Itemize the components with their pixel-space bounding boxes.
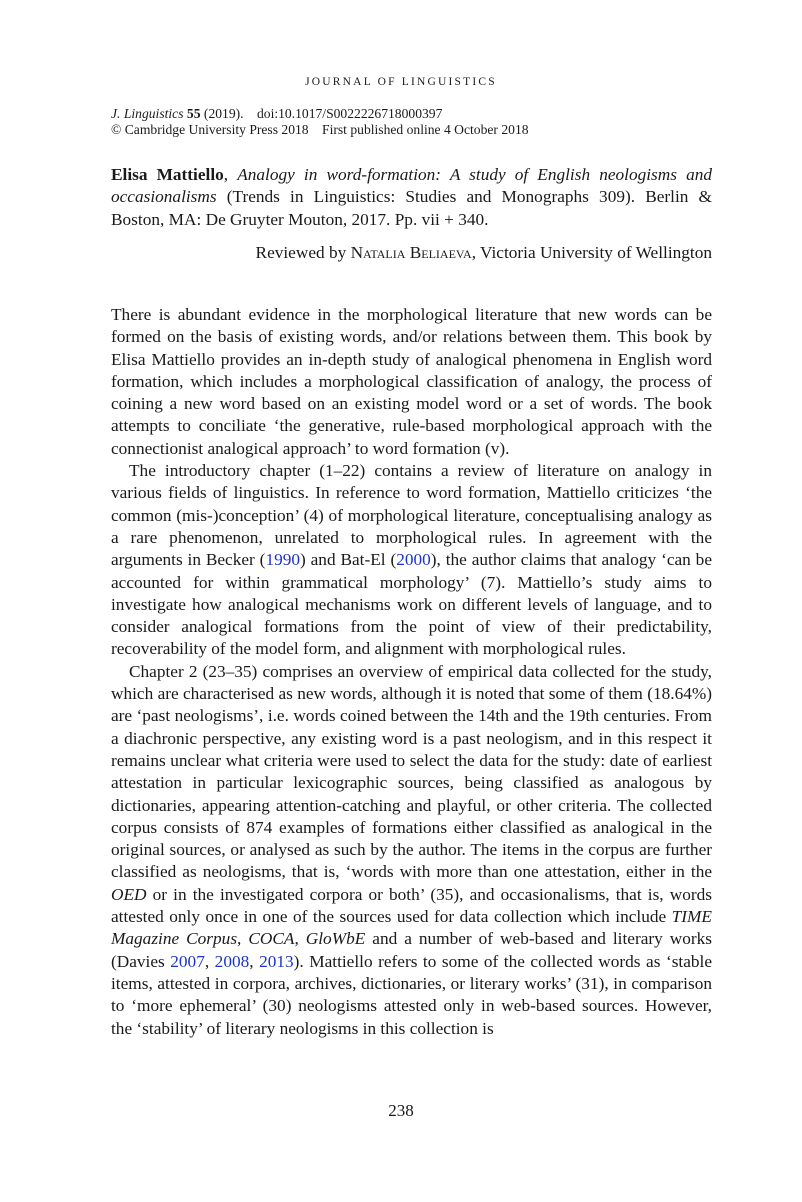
author-separator: , <box>223 165 229 184</box>
citation-link-davies-2007[interactable]: 2007 <box>170 951 205 971</box>
reviewer-line <box>256 242 712 264</box>
book-title: Analogy in word-formation: A study of English neologisms and occasionalisms <box>111 165 712 207</box>
oed-term: OED <box>111 884 147 904</box>
journal-abbrev: J. Linguistics <box>111 106 184 121</box>
citation-link-davies-2008[interactable]: 2008 <box>214 951 250 971</box>
reviewed-by-label: Reviewed by <box>255 243 347 262</box>
book-reference <box>111 164 712 231</box>
volume: 55 <box>186 106 201 121</box>
journal-citation-line <box>111 106 529 122</box>
publication-date: First published online 4 October 2018 <box>322 122 529 137</box>
copyright: © Cambridge University Press 2018 <box>111 122 309 137</box>
review-body <box>111 304 712 1040</box>
corpus-coca: COCA <box>248 929 295 949</box>
corpus-glowbe: GloWbE <box>305 929 366 949</box>
doi[interactable]: doi:10.1017/S0022226718000397 <box>256 106 443 121</box>
year: (2019). <box>203 106 244 121</box>
reviewer-name: Natalia Beliaeva <box>350 243 472 262</box>
running-head: JOURNAL OF LINGUISTICS <box>305 76 497 88</box>
citation-link-becker-1990[interactable]: 1990 <box>265 550 300 570</box>
book-details: (Trends in Linguistics: Studies and Monographs 309). Berlin & Boston, MA: De Gruyter Mouton, 2017. Pp. vii + 340. <box>111 187 712 229</box>
citation-link-davies-2013[interactable]: 2013 <box>259 951 294 971</box>
paragraph-1: There is abundant evidence in the morphological literature that new words can be formed on the basis of existing words, and/or relations between them. This book by Elisa Mattiello provides an in-depth study of analogical phenomena in English word formation, which includes a morphological classification of analogy, the process of coining a new word based on an existing model word or a set of words. The book attempts to conciliate ‘the generative, rule-based morphological approach with the connectionist analogical approach’ to word formation (v). <box>111 305 712 458</box>
book-author: Elisa Mattiello <box>111 165 224 184</box>
copyright-line <box>111 122 529 138</box>
citation-link-batel-2000[interactable]: 2000 <box>396 550 431 570</box>
corpus-time: TIME Magazine Corpus <box>111 907 712 949</box>
reviewer-affiliation: , Victoria University of Wellington <box>471 243 712 262</box>
paragraph-2: The introductory chapter (1–22) contains a review of literature on analogy in various fields of linguistics. In reference to word formation, Mattiello criticizes ‘the common (mis-)conception’ (4) of morphological literature, conceptualising analogy as a rare phenomenon, unrelated to morphological rules. In agreement with the arguments in Becker (1990) and Bat-El (2000), the author claims that analogy ‘can be accounted for within grammatical morphology’ (7). Mattiello’s study aims to investigate how analogical mechanisms work on different levels of language, and to consider analogical formations from the point of view of their predictability, recoverability of the model form, and alignment with morphological rules. <box>111 461 712 659</box>
page-number: 238 <box>388 1101 414 1120</box>
citation-meta <box>111 106 529 138</box>
paragraph-3: Chapter 2 (23–35) comprises an overview of empirical data collected for the study, which are characterised as new words, although it is noted that some of them (18.64%) are ‘past neologisms’, i.e. words coined between the 14th and the 19th centuries. From a diachronic perspective, any existing word is a past neologism, and in this respect it remains unclear what criteria were used to select the data for the study: date of earliest attestation in particular lexicographic sources, being classified as analogous by dictionaries, appearing attention-catching and playful, or other criteria. The collected corpus consists of 874 examples of formations either classified as analogical in the original sources, or analysed as such by the author. The items in the corpus are further classified as neologisms, that is, ‘words with more than one attestation, either in the OED or in the investigated corpora or both’ (35), and occasionalisms, that is, words attested only once in one of the sources used for data collection which include TIME Magazine Corpus, COCA, GloWbE and a number of web-based and literary works (Davies 2007, 2008, 2013). Mattiello refers to some of the collected words as ‘stable items, attested in corpora, archives, dictionaries, or literary works’ (31), in comparison to ‘more ephemeral’ (30) neologisms attested only in web-based sources. However, the ‘stability’ of literary neologisms in this collection is <box>111 661 713 1038</box>
